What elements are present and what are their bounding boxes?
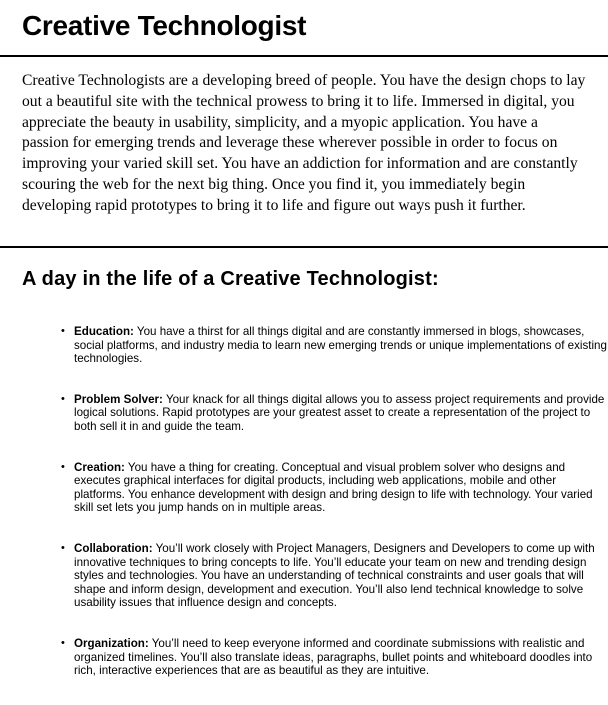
list-item-problem-solver [56, 393, 608, 434]
section-heading: A day in the life of a Creative Technologist: [22, 268, 439, 290]
bullet-icon: • [61, 460, 65, 473]
top-divider [0, 55, 608, 57]
responsibilities-list [56, 325, 608, 705]
list-item-text: You’ll need to keep everyone informed and coordinate submissions with realistic and organized timelines. You’ll also translate ideas, paragraphs, bullet points and whiteboard doodles into rich, interactive experiences that are as beautiful as they are intuitive. [74, 636, 593, 678]
list-item-text: Your knack for all things digital allows you to assess project requirements and provide logical solutions. Rapid prototypes are your greatest asset to create a representation of the project to both sell it in and guide the team. [74, 392, 605, 433]
list-item-term: Organization: [74, 636, 149, 650]
section-divider [0, 246, 608, 248]
list-item-term: Creation: [74, 460, 125, 474]
list-item-organization [56, 637, 608, 678]
list-item-creation [56, 461, 608, 515]
list-item-text: You have a thing for creating. Conceptual and visual problem solver who designs and executes graphical interfaces for digital products, including web applications, mobile and other platforms. You enhance development with design and bring design to life with technology. Your varied skill set lets you jump hands on in multiple areas. [74, 460, 593, 515]
bullet-icon: • [61, 541, 65, 554]
bullet-icon: • [61, 392, 65, 405]
list-item-collaboration [56, 542, 608, 610]
list-item-term: Collaboration: [74, 541, 153, 555]
list-item-education [56, 325, 608, 366]
list-item-term: Problem Solver: [74, 392, 163, 406]
list-item-text: You’ll work closely with Project Managers, Designers and Developers to come up with innovative techniques to bring concepts to life. You’ll educate your team on new and trending design styles and technologies. You have an understanding of technical constraints and user goals that will shape and inform design, development and execution. You’ll also lend technical knowledge to solve usability issues that influence design and concepts. [74, 541, 595, 610]
intro-paragraph: Creative Technologists are a developing breed of people. You have the design chops to lay out a beautiful site with the technical prowess to bring it to life. Immersed in digital, you appreciate the beauty in usability, simplicity, and a myopic application. You have a passion for emerging trends and leverage these wherever possible in order to focus on improving your varied skill set. You have an addiction for information and are constantly scouring the web for the next big thing. Once you find it, you immediately begin developing rapid prototypes to bring it to life and figure out ways push it further. [22, 72, 586, 214]
bullet-icon: • [61, 636, 65, 649]
list-item-text: You have a thirst for all things digital and are constantly immersed in blogs, showcases, social platforms, and industry media to learn new emerging trends or unique implementations of existing technologies. [74, 325, 607, 366]
list-item-term: Education: [74, 325, 134, 338]
bullet-icon: • [61, 325, 65, 337]
page-title: Creative Technologist [22, 10, 307, 41]
